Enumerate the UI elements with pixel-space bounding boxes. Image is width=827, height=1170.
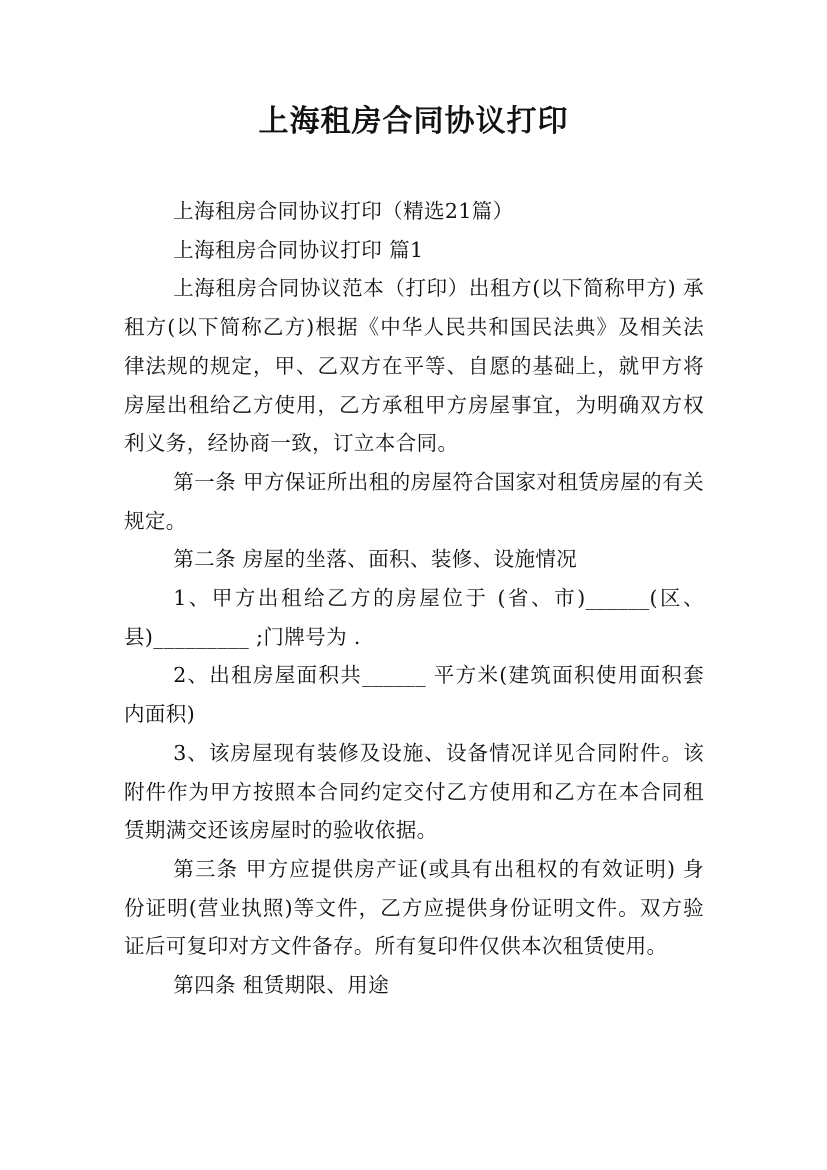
paragraph-preamble: 上海租房合同协议范本（打印）出租方(以下简称甲方) 承租方(以下简称乙方)根据《中华人民共和国民法典》及相关法律法规的规定，甲、乙双方在平等、自愿的基础上，就甲方将房屋出租给乙方使用，乙方承租甲方房屋事宜，为明确双方权利义务，经协商一致，订立本合同。 xyxy=(124,276,704,456)
paragraph-item-2: 2、出租房屋面积共______ 平方米(建筑面积使用面积套内面积) xyxy=(124,663,704,727)
paragraph-item-1: 1、甲方出租给乙方的房屋位于 (省、市)______(区、县)_________ ;门牌号为 . xyxy=(124,586,704,649)
paragraph-subtitle: 上海租房合同协议打印（精选21篇） xyxy=(173,199,514,223)
paragraph-item-3: 3、该房屋现有装修及设施、设备情况详见合同附件。该附件作为甲方按照本合同约定交付乙方使用和乙方在本合同租赁期满交还该房屋时的验收依据。 xyxy=(124,740,704,843)
paragraph-article-1: 第一条 甲方保证所出租的房屋符合国家对租赁房屋的有关规定。 xyxy=(124,469,704,533)
document-title: 上海租房合同协议打印 xyxy=(258,104,569,139)
document-body xyxy=(124,192,704,1005)
paragraph-article-3: 第三条 甲方应提供房产证(或具有出租权的有效证明) 身份证明(营业执照)等文件，乙方应提供身份证明文件。双方验证后可复印对方文件备存。所有复印件仅供本次租赁使用。 xyxy=(124,856,704,959)
paragraph-article-4: 第四条 租赁期限、用途 xyxy=(173,973,390,998)
paragraph-section-heading: 上海租房合同协议打印 篇1 xyxy=(173,237,424,262)
paragraph-article-2: 第二条 房屋的坐落、面积、装修、设施情况 xyxy=(173,547,578,572)
